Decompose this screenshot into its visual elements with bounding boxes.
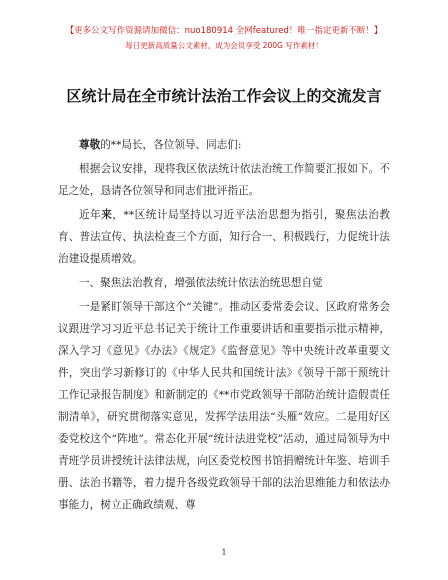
paragraph-section-1: 一是紧盯领导干部这个“关键”。推动区委常委会议、区政府常务会议跟进学习习近平总书记关于统计工作重要讲话和重要指示批示精神，深入学习《意见》《办法》《规定》《监督意见》等中央统计改革重要文件，突出学习新修订的《中华人民共和国统计法》《领导干部干预统计工作记录报告制度》和新制定的《**市党政领导干部防治统计造假责任制清单》，研究贯彻落实意见，发挥学法用法“头雁”效应。二是用好区委党校这个“阵地”。常态化开展“统计法进党校”活动，通过局领导为中青班学员讲授统计法律法规，向区委党校图书馆捐赠统计年鉴、培训手册、法治书籍等，着力提升各级党政领导干部的法治思维能力和依法办事能力，树立正确政绩观、尊: [58, 301, 390, 511]
overview-rest: ，**区统计局坚持以习近平法治思想为指引，聚焦法治教育、普法宣传、执法检查三个方面，知行合一、积极践行，力促统计法治建设提质增效。: [58, 209, 391, 265]
document-title: 区统计局在全市统计法治工作会议上的交流发言: [66, 87, 382, 105]
promo-banner-line-2: 每日更新高质量公文素材，成为会员享受 200G 写作素材！: [125, 41, 323, 50]
document-body: [58, 134, 390, 516]
page-number: 1: [221, 548, 227, 557]
paragraph-intro: 根据会议安排，现将我区依法统计依法治统工作简要汇报如下。不足之处，恳请各位领导和同志们批评指正。: [58, 163, 390, 197]
promo-banner: [0, 26, 448, 51]
salutation: [58, 134, 390, 156]
salutation-rest: 的**局长，各位领导、同志们:: [100, 139, 242, 151]
paragraph-overview: [58, 204, 390, 270]
salutation-bold: 尊敬: [79, 139, 101, 151]
promo-banner-line-1: 【更多公文写作资源请加微信：nuo180914 全网featured！唯一指定更新不断！】: [65, 26, 383, 36]
overview-bold: 来: [101, 209, 113, 221]
overview-prefix: 近年: [79, 209, 102, 221]
section-heading-1: 一、聚焦法治教育，增强依法统计依法治统思想自觉: [79, 277, 323, 289]
